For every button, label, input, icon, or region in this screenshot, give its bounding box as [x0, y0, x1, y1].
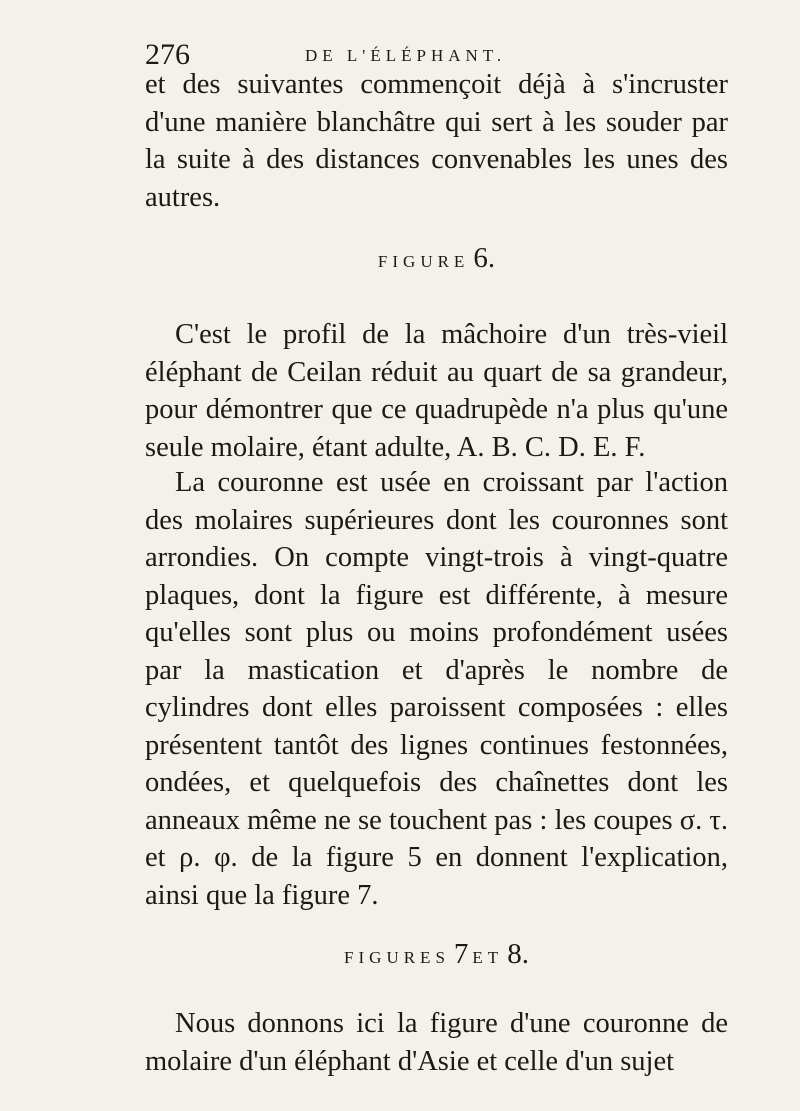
page-number: 276	[145, 38, 190, 71]
heading-number: 6.	[473, 242, 496, 274]
running-head: DE L'ÉLÉPHANT.	[305, 46, 507, 65]
paragraph-figures-7-8-description: Nous donnons ici la figure d'une couronne de molaire d'un éléphant d'Asie et celle d'un sujet	[145, 1008, 728, 1077]
heading-number: 7	[453, 938, 469, 970]
paragraph-figure-6-description: C'est le profil de la mâchoire d'un très-vieil éléphant de Ceilan réduit au quart de sa grandeur, pour démontrer que ce quadrupède n'a plus qu'une seule molaire, étant adulte, A. B. C. D. E. F.	[145, 319, 728, 463]
paragraph-crown-description: La couronne est usée en croissant par l'action des molaires supérieures dont les couronnes sont arrondies. On compte vingt-trois à vingt-quatre plaques, dont la figure est différente, à mesure qu'elles sont plus ou moins profondément usées par la mastication et d'après le nombre de cylindres dont elles paroissent composées : elles présentent tantôt des lignes continues festonnées, ondées, et quelquefois des chaînettes dont les anneaux même ne se touchent pas : les coupes σ. τ. et ρ. φ. de la figure 5 en donnent l'explication, ainsi que la figure 7.	[145, 467, 728, 911]
heading-label: FIGURES	[344, 948, 450, 967]
heading-conjunction: ET	[472, 948, 504, 967]
heading-number: 8.	[507, 938, 529, 970]
heading-label: FIGURE	[377, 252, 470, 271]
paragraph-continuation: et des suivantes commençoit déjà à s'incruster d'une manière blanchâtre qui sert à les souder par la suite à des distances convenables les unes des autres.	[145, 69, 728, 213]
section-heading-figure-6	[145, 242, 728, 275]
section-heading-figures-7-8	[145, 938, 728, 971]
